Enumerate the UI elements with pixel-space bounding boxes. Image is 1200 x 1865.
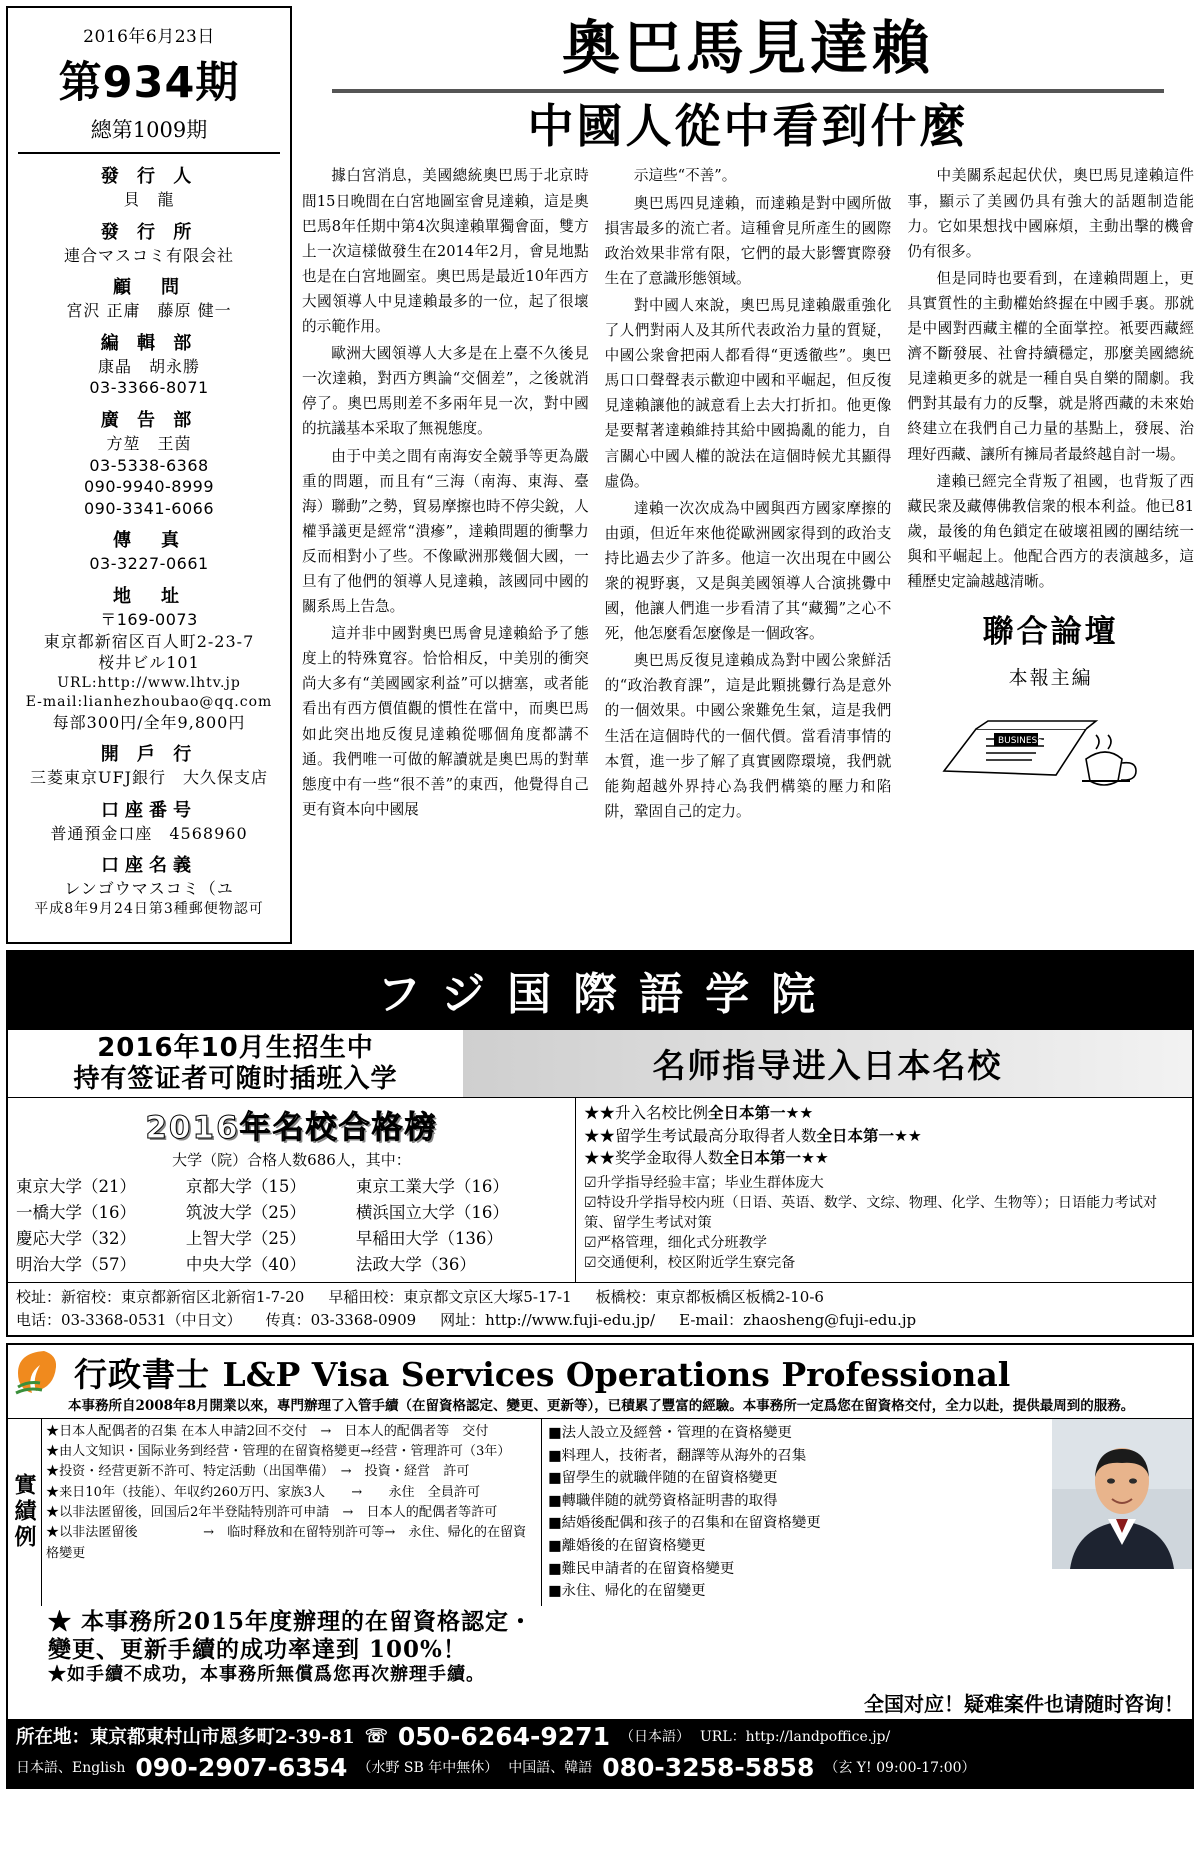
visa-case-item: ★来日10年（技能）、年収约260万円、家族3人 → 永住 全員許可 xyxy=(46,1484,481,1500)
headline-primary: 奧巴馬見達賴 xyxy=(561,14,934,82)
headline-block xyxy=(302,6,1194,163)
visa-subtitle: 本事務所自2008年8月開業以來，專門辦理了入管手續（在留資格認定、變更、更新等），已積累了豐富的經驗。本事務所一定爲您在留資格交付，全力以赴，提供最周到的服務。 xyxy=(68,1398,1135,1415)
fuji-phone: 电话：03-3368-0531（中日文） xyxy=(16,1310,242,1329)
masthead-divider xyxy=(18,152,280,154)
university-cell: 筑波大学（25） xyxy=(185,1203,306,1223)
article-column-1 xyxy=(302,163,589,944)
fuji-check-item: ☑严格管理，细化式分班教学 xyxy=(584,1235,767,1252)
article-column-2 xyxy=(605,163,892,944)
visa-title-cn: 行政書士 xyxy=(74,1354,210,1394)
value-advisors: 宮沢 正庸 藤原 健一 xyxy=(66,301,232,321)
visa-service-item: ■離婚後的在留資格變更 xyxy=(548,1537,706,1554)
fuji-address-shinjuku: 校址：新宿校：東京都新宿区北新宿1-7-20 xyxy=(16,1288,305,1307)
publication-date: 2016年6月23日 xyxy=(83,27,215,47)
headline-secondary: 中國人從中看到什麼 xyxy=(527,98,969,153)
paragraph: 據白宮消息，美國總統奧巴馬于北京時間15日晚間在白宮地圖室會見達賴，這是奧巴馬8年任期中第4次與達賴單獨會面，雙方上一次這樣做發生在2014年2月，會見地點也是在白宮地圖室。奧巴馬是最近10年西方大國領導人中見達賴最多的一位，起了很壞的示範作用。 xyxy=(302,167,589,336)
value-price: 每部300円/全年9,800円 xyxy=(52,712,246,732)
value-postal-code: 〒169-0073 xyxy=(100,609,198,629)
value-advertising-phone-1: 03-5338-6368 xyxy=(89,455,209,475)
visa-contact-bar xyxy=(8,1719,1192,1787)
university-cell: 東京工業大学（16） xyxy=(355,1177,509,1197)
fuji-contact-block xyxy=(8,1283,1192,1335)
paragraph: 奧巴馬四見達賴，而達賴是對中國所做損害最多的流亡者。這種會見所產生的國際政治效果非常有限，它們的最大影響實際發生在了意識形態領域。 xyxy=(604,194,892,287)
paragraph: 奧巴馬反復見達賴成為對中國公衆鮮活的“政治教育課”，這是此顆挑釁行為是意外的一個效果。中國公衆難免生氣，這是我們生活在這個時代的一個代價。當看清事情的本質，進一步了解了真實國際環境，我們就能夠超越外界持心為我們構築的壓力和陷阱，鞏固自己的定力。 xyxy=(604,652,892,820)
label-advertising: 廣 告 部 xyxy=(100,409,198,431)
fuji-school-name: フジ国際語学院 xyxy=(8,952,1192,1030)
fuji-university-table xyxy=(14,1172,569,1276)
visa-guarantee-line-1: ★ 本事務所2015年度辦理的在留資格認定・ xyxy=(48,1607,534,1635)
visa-guarantee-line-3: ★如手續不成功，本事務所無償爲您再次辦理手續。 xyxy=(48,1663,485,1685)
paragraph: 由于中美之間有南海安全競爭等更為嚴重的問題，而且有“三海（南海、東海、臺海）聯動”之勢，貿易摩擦也時不停尖銳，人權爭議更是經常“潰瘮”，達賴問題的衝擊力反而相對小了些。不像歐洲那幾個大國，一旦有了他們的領導人見達賴，該國同中國的關系馬上告急。 xyxy=(302,447,589,616)
visa-services-ad[interactable] xyxy=(6,1343,1194,1788)
paragraph: 對中國人來說，奧巴馬見達賴嚴重強化了人們對兩人及其所代表政治力量的質疑，中國公衆會把兩人都看得“更透徹些”。奧巴馬口口聲聲表示歡迎中國和平崛起，但反復見達賴讓他的誠意看上去大打折扣。他更像是要幫著達賴維持其給中國搗亂的能力，自言關心中國人權的說法在這個時候尤其顯得虛偽。 xyxy=(604,296,892,490)
fuji-check-item: ☑交通便利，校区附近学生寮完备 xyxy=(584,1255,796,1272)
fuji-fax: 传真：03-3368-0909 xyxy=(265,1310,417,1329)
university-cell: 一橋大学（16） xyxy=(16,1203,136,1223)
fuji-enrollment-text xyxy=(8,1030,463,1097)
fuji-address-itabashi: 板橋校：東京都板橋区板橋2-10-6 xyxy=(595,1288,824,1307)
fuji-check-item: ☑特设升学指导校内班（日语、英语、数学、文综、物理、化学、生物等）；日语能力考试对策、留学生考试对策 xyxy=(584,1194,1158,1232)
label-fax: 傳 真 xyxy=(113,530,185,552)
visa-contact-row-2 xyxy=(16,1753,1184,1782)
value-email[interactable]: E-mail:lianhezhoubao@qq.com xyxy=(25,693,273,710)
value-advertising-phone-3: 090-3341-6066 xyxy=(83,498,215,518)
label-bank: 開 戶 行 xyxy=(100,744,198,766)
visa-header xyxy=(8,1345,1192,1397)
value-advertising-phone-2: 090-9940-8999 xyxy=(83,477,215,497)
value-account-number: 普通預金口座 4568960 xyxy=(50,823,248,843)
university-cell: 上智大学（25） xyxy=(185,1229,306,1249)
fuji-results-banner: 2016年名校合格榜 xyxy=(14,1102,569,1147)
visa-case-item: ★由人文知识・国际业务到经营・管理的在留資格變更→经营・管理許可（3年） xyxy=(46,1444,511,1460)
table-row xyxy=(14,1224,569,1250)
forum-logo-title: 聯合論壇 xyxy=(982,614,1119,651)
total-issue-number: 總第1009期 xyxy=(90,118,208,142)
visa-services-column xyxy=(542,1419,1052,1606)
fuji-address-waseda: 早稲田校：東京都文京区大塚5-17-1 xyxy=(328,1288,572,1307)
fuji-star-item: ★★升入名校比例全日本第一★★ xyxy=(584,1103,814,1123)
visa-phone-jp-note: （水野 SB 年中無休） xyxy=(357,1760,499,1777)
table-row xyxy=(14,1250,569,1276)
top-section xyxy=(6,6,1194,944)
visa-service-item: ■轉職伴随的就勞資格証明書的取得 xyxy=(548,1492,778,1509)
visa-service-item: ■料理人，技術者，翻譯等从海外的召集 xyxy=(548,1447,807,1464)
leaf-logo-icon xyxy=(14,1347,68,1397)
visa-service-item: ■永住、帰化的在留變更 xyxy=(548,1583,706,1600)
label-publisher: 發 行 人 xyxy=(100,166,198,187)
value-url[interactable]: URL:http://www.lhtv.jp xyxy=(57,674,241,691)
paragraph: 中美關系起起伏伏，奧巴馬見達賴這件事，顯示了美國仍具有強大的話題制造能力。它如果想找中國麻煩，主動出擊的機會仍有很多。 xyxy=(907,167,1195,260)
paragraph: 這并非中國對奧巴馬會見達賴給予了態度上的特殊寬容。恰恰相反，中美別的衝突尚大多有“美國國家利益”可以搪塞，或者能看出有西方價值觀的慣性在當中，而奧巴馬如此突出地反復見達賴從哪個角度都講不通。我們唯一可做的解讀就是奧巴馬的對華態度中有一些“很不善”的東西，他覺得自己更有資本向中國展 xyxy=(302,625,589,818)
university-cell: 法政大学（36） xyxy=(355,1255,476,1275)
value-publishing-office: 連合マスコミ有限会社 xyxy=(63,245,234,265)
fuji-results-panel xyxy=(8,1098,576,1282)
fuji-main-row xyxy=(8,1098,1192,1283)
visa-cases-column xyxy=(42,1419,542,1606)
value-fax: 03-3227-0661 xyxy=(89,554,209,574)
value-building: 桜井ビル101 xyxy=(98,653,200,673)
value-publisher: 貝 龍 xyxy=(123,190,175,209)
visa-service-item: ■法人設立及經營・管理的在資格變更 xyxy=(548,1424,792,1441)
masthead-box xyxy=(6,6,292,944)
paragraph: 歐洲大國領導人大多是在上臺不久後見一次達賴，對西方輿論“交個差”，之後就消停了。奧巴馬則差不多兩年見一次，對中國的抗議基本采取了無視態度。 xyxy=(302,345,589,438)
table-row xyxy=(14,1172,569,1198)
fuji-star-item: ★★奖学金取得人数全日本第一★★ xyxy=(584,1148,829,1168)
visa-phone-jp[interactable]: 090-2907-6354 xyxy=(135,1752,348,1782)
fuji-school-ad[interactable] xyxy=(6,950,1194,1337)
visa-case-item: ★以非法匿留後，回国后2年半登陆特別許可申請 → 日本人的配偶者等許可 xyxy=(46,1505,498,1521)
visa-guarantee-line-2: 變更、更新手續的成功率達到 100%！ xyxy=(48,1635,467,1663)
visa-ad-title xyxy=(74,1349,1010,1396)
university-cell: 中央大学（40） xyxy=(185,1255,306,1275)
visa-phone-cn[interactable]: 080-3258-5858 xyxy=(602,1752,815,1782)
fuji-enrollment-line-1: 2016年10月生招生中 xyxy=(97,1033,374,1063)
fuji-enrollment-row xyxy=(8,1030,1192,1098)
fuji-enrollment-line-2: 持有签证者可随时插班入学 xyxy=(73,1063,398,1094)
value-bank: 三菱東京UFJ銀行 大久保支店 xyxy=(29,768,268,788)
newspaper-coffee-illustration xyxy=(907,699,1194,797)
university-cell: 明治大学（57） xyxy=(16,1255,136,1275)
fuji-check-item: ☑升学指导经验丰富；毕业生群体庞大 xyxy=(584,1174,824,1191)
issue-number: 第934期 xyxy=(58,58,240,108)
fuji-check-list xyxy=(584,1173,1184,1274)
visa-service-item: ■留學生的就職伴随的在留資格變更 xyxy=(548,1470,778,1487)
label-publishing-office: 發 行 所 xyxy=(100,221,198,243)
paragraph: 達賴一次次成為中國與西方國家摩擦的由頭，但近年來他從歐洲國家得到的政治支持比過去少了許多。他這一次出現在中國公衆的視野裏，又是與美國領導人合演挑釁中國，他讓人們進一步看清了其“藏獨”之心不死，他怎麼看怎麼像是一個政客。 xyxy=(604,499,892,643)
fuji-slogan-text: 名师指导进入日本名校 xyxy=(652,1046,1003,1086)
paragraph: 示這些“不善”。 xyxy=(633,167,737,185)
value-editorial-phone: 03-3366-8071 xyxy=(89,378,209,398)
visa-case-item: ★以非法匿留後 → 临时释放和在留特别許可等→ 永住、帰化的在留資格變更 xyxy=(46,1525,527,1561)
visa-case-item: ★投资・经营更新不許可、特定活動（出国準備） → 投資・経営 許可 xyxy=(46,1464,470,1480)
label-account-name: 口座名義 xyxy=(101,855,197,877)
article-column-3 xyxy=(907,163,1194,944)
visa-title-en: L&P Visa Services Operations Professional xyxy=(222,1354,1011,1394)
headline-divider xyxy=(332,89,1164,93)
visa-service-item: ■結婚後配偶和孩子的召集和在留資格變更 xyxy=(548,1515,821,1532)
table-row xyxy=(14,1198,569,1224)
visa-lang-cn-kr: 中国語、韓語 xyxy=(508,1760,593,1777)
value-address-line: 東京都新宿区百人町2-23-7 xyxy=(43,631,255,651)
fuji-email[interactable]: E-mail：zhaosheng@fuji-edu.jp xyxy=(679,1310,917,1329)
fuji-address-row xyxy=(16,1286,1184,1309)
visa-guarantee-block xyxy=(8,1606,1192,1688)
label-editorial: 編 輯 部 xyxy=(100,332,198,354)
fuji-star-item: ★★留学生考试最高分取得者人数全日本第一★★ xyxy=(584,1125,922,1145)
university-cell: 慶応大学（32） xyxy=(16,1229,136,1249)
fuji-slogan-banner xyxy=(463,1030,1192,1097)
visa-body xyxy=(8,1418,1192,1606)
visa-phone-main-note: （日本語） xyxy=(619,1729,690,1746)
visa-office-address: 所在地：東京都東村山市恩多町2-39-81 xyxy=(16,1727,355,1749)
university-cell: 京都大学（15） xyxy=(185,1177,306,1197)
university-cell: 東京大学（21） xyxy=(16,1177,136,1197)
value-postal-approval: 平成8年9月24日第3種郵便物認可 xyxy=(34,900,264,917)
visa-nationwide-note: 全国对应！疑难案件也请随时咨询！ xyxy=(864,1691,1184,1716)
visa-lang-jp-en: 日本語、English xyxy=(16,1760,126,1777)
fuji-contact-row xyxy=(16,1309,1184,1332)
label-account-number: 口座番号 xyxy=(101,799,197,821)
fuji-results-count: 大学（院）合格人数686人，其中： xyxy=(172,1151,411,1170)
fuji-star-list xyxy=(584,1102,1184,1169)
visa-contact-row-1 xyxy=(16,1722,1184,1751)
paragraph: 但是同時也要看到，在達賴問題上，更具實質性的主動權始終握在中國手裏。那就是中國對西藏主權的全面掌控。衹要西藏經濟不斷發展、社會持續穩定，那麼美國總統見達賴更多的就是一種自吳自樂的鬧劇。我們對其最有力的反擊，就是將西藏的未來始終建立在我們自己力量的基點上，發展、治理好西藏、讓所有擁局者最終越自討一場。 xyxy=(907,269,1195,463)
forum-logo-block xyxy=(907,606,1194,797)
label-advisors: 顧 問 xyxy=(113,277,185,299)
consultant-portrait xyxy=(1052,1419,1192,1606)
forum-logo-subtitle: 本報主編 xyxy=(1008,667,1093,690)
visa-case-item: ★日本人配偶者的召集 在本人申請2回不交付 → 日本人的配偶者等 交付 xyxy=(46,1423,489,1439)
value-editorial-staff: 康晶 胡永勝 xyxy=(97,356,200,376)
newspaper-masthead-word: BUSINESS xyxy=(997,736,1043,747)
visa-phone-main[interactable]: 050-6264-9271 xyxy=(397,1721,610,1751)
university-cell: 早稲田大学（136） xyxy=(355,1229,503,1249)
value-advertising-staff: 方堃 王茵 xyxy=(106,433,192,453)
value-account-name: レンゴウマスコミ（ユ xyxy=(64,879,234,899)
visa-website[interactable]: URL：http://landpoffice.jp/ xyxy=(699,1729,891,1746)
visa-service-item: ■難民申請者的在留資格變更 xyxy=(548,1560,735,1577)
university-cell: 横浜国立大学（16） xyxy=(355,1203,509,1223)
label-address: 地 址 xyxy=(113,585,185,607)
lead-article xyxy=(302,6,1194,944)
visa-phone-cn-note: （玄 Y! 09:00-17:00） xyxy=(824,1760,976,1777)
phone-icon: ☏ xyxy=(364,1725,388,1747)
visa-vertical-label: 實績例 xyxy=(8,1419,42,1606)
article-columns xyxy=(302,163,1194,944)
fuji-features-panel xyxy=(576,1098,1192,1282)
fuji-website[interactable]: 网址：http://www.fuji-edu.jp/ xyxy=(440,1310,656,1329)
paragraph: 達賴已經完全背叛了祖國，也背叛了西藏民衆及藏傳佛教信衆的根本利益。他已81歲，最後的角色鎖定在破壞祖國的團结统一與和平崛起上。他配合西方的表演越多，這種歷史定論越越清晰。 xyxy=(907,472,1195,590)
